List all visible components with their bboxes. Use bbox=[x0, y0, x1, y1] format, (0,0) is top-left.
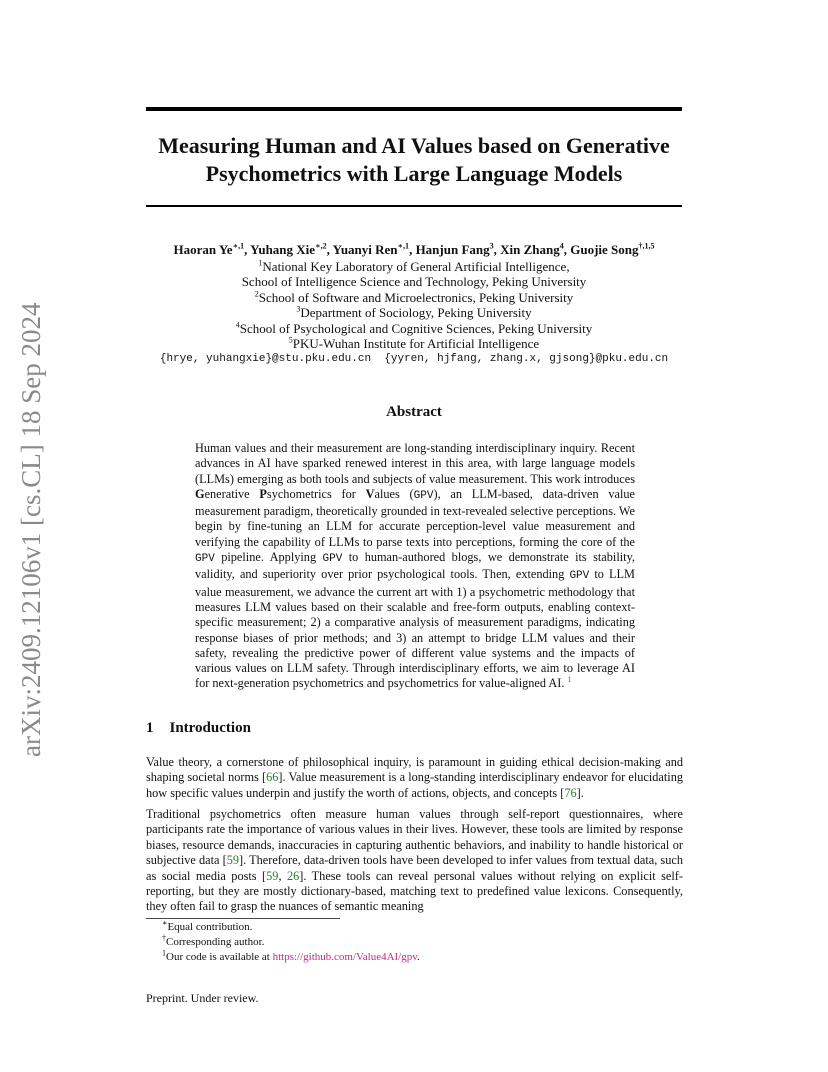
footnote: ∗Equal contribution. bbox=[162, 918, 253, 933]
footnote: †Corresponding author. bbox=[162, 933, 265, 948]
abstract-body: Human values and their measurement are long-standing interdisciplinary inquiry. Recent advances in AI have sparked renewed interest in this area, with large language models (LLMs) emerging as both tools and subjects of value measurement. This work introduces Generative Psychometrics for Values (GPV), an LLM-based, data-driven value measurement paradigm, theoretically grounded in text-revealed selective perceptions. We begin by fine-tuning an LLM for accurate perception-level value measurement and verifying the capability of LLMs to parse texts into perceptions, forming the core of the GPV pipeline. Applying GPV to human-authored blogs, we demonstrate its stability, validity, and superiority over prior psychological tools. Then, extending GPV to LLM value measurement, we advance the current art with 1) a psychometric methodology that measures LLM values based on their scalable and free-form outputs, enabling context-specific measurement; 2) a comparative analysis of measurement paradigms, indicating response biases of prior methods; and 3) an attempt to bridge LLM values and their safety, revealing the predictive power of different value systems and the impacts of various values on LLM safety. Through interdisciplinary efforts, we aim to leverage AI for next-generation psychometrics and psychometrics for value-aligned AI. $^1$ bbox=[195, 441, 635, 691]
paper-title: Measuring Human and AI Values based on Generative Psychometrics with Large Language Models bbox=[158, 133, 670, 186]
affiliation: $^3$Department of Sociology, Peking University bbox=[296, 304, 532, 320]
intro-paragraph-1: Value theory, a cornerstone of philosophical inquiry, is paramount in guiding ethical decision-making and shaping societal norms [66]. Value measurement is a long-standing interdisciplinary endeavor for elucidating how specific values underpin and justify the worth of actions, objects, and concepts [76]. bbox=[146, 755, 683, 800]
citation-link[interactable]: 66 bbox=[266, 770, 279, 785]
affiliation: $^1$National Key Laboratory of General Artificial Intelligence, bbox=[258, 258, 570, 274]
intro-paragraph-2: Traditional psychometrics often measure human values through self-report questionnaires, where participants rate the importance of various values in their lives. However, these tools are limited by response biases, resource demands, inaccuracies in capturing authentic behaviors, and inability to handle historical or subjective data [59]. Therefore, data-driven tools have been developed to infer values from textual data, such as social media posts [59, 26]. These tools can reveal personal values without relying on explicit self-reporting, but they are mostly dictionary-based, matching text to predefined value lexicons. Consequently, they often fail to grasp the nuances of semantic meaning bbox=[146, 807, 683, 914]
author: Xin Zhang$^4$ bbox=[500, 241, 564, 257]
citation-link[interactable]: 26 bbox=[286, 868, 300, 883]
arxiv-id-text: arXiv:2409.12106v1 [cs.CL] 18 Sep 2024 bbox=[16, 302, 46, 757]
citation-link[interactable]: 76 bbox=[564, 785, 577, 800]
author: Haoran $Ye^{∗,1}$ bbox=[173, 241, 245, 257]
affiliation: $^5$PKU-Wuhan Institute for Artificial Intelligence bbox=[288, 335, 540, 351]
footnote-ref-link[interactable]: 1 bbox=[567, 675, 572, 685]
citation-link[interactable]: 59 bbox=[226, 853, 240, 868]
footnote-divider bbox=[146, 918, 340, 919]
section-heading: 1 Introduction bbox=[146, 720, 251, 736]
author: Guojie Song$^{\dagger,1,5}$ bbox=[570, 241, 655, 257]
author-list: Haoran $Ye^{∗,1}$, Yuhang Xie$^{∗,2}$, Yuanyi Ren$^{∗,1}$, Hanjun Fang$^3$, Xin Zhang$^4$, Guojie Song$^{\dagger,1,5}$ bbox=[173, 241, 655, 257]
affiliation: $^4$School of Psychological and Cognitive Sciences, Peking University bbox=[235, 320, 593, 336]
author-emails: {hrye, yuhangxie}@stu.pku.edu.cn {yyren, hjfang, zhang.x, gjsong}@pku.edu.cn bbox=[159, 353, 669, 365]
citation-link[interactable]: 59 bbox=[266, 868, 279, 883]
author: Yuhang Xie$^{∗,2}$ bbox=[250, 241, 327, 257]
footnote: $^1$Our code is available at https://github.com/Value4AI/gpv. bbox=[162, 948, 420, 963]
affiliation: $^2$School of Software and Microelectronics, Peking University bbox=[254, 289, 574, 305]
title-top-rule bbox=[146, 107, 682, 111]
affiliation: School of Intelligence Science and Technology, Peking University bbox=[241, 274, 587, 289]
author: Hanjun Fang$^3$ bbox=[415, 241, 494, 257]
abstract-heading: Abstract bbox=[386, 404, 442, 420]
code-repo-link[interactable]: https://github.com/Value4AI/gpv bbox=[272, 951, 418, 963]
author: Yuanyi Ren$^{∗,1}$ bbox=[332, 241, 410, 257]
title-bottom-rule bbox=[146, 205, 682, 207]
preprint-note: Preprint. Under review. bbox=[146, 991, 259, 1005]
